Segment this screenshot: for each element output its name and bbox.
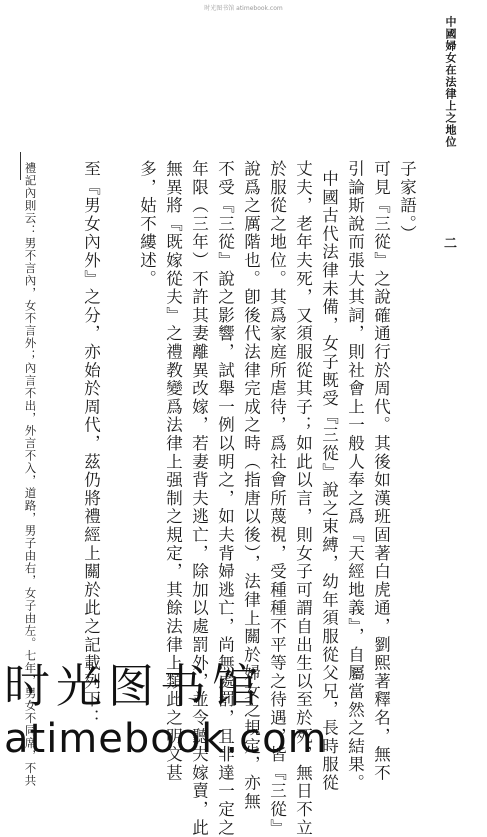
body-column-7: 說爲之厲階也。卽後代法律完成之時（指唐以後），法律上關於婦女之規定，亦無 xyxy=(241,160,261,811)
site-header-url: 时光图书馆 atimebook.com xyxy=(204,5,283,12)
body-column-10: 無異將『既嫁從夫』之禮教變爲法律上强制之規定，其餘法律上類此之明文甚 xyxy=(163,160,183,783)
column-rule xyxy=(20,152,21,180)
body-column-1: 子家語。） xyxy=(397,160,417,244)
body-column-8: 不受『三從』說之影響，試舉一例以明之，如夫背婦逃亡，尚無處罰，且非達一定之 xyxy=(215,160,235,837)
running-head: 中國婦女在法律上之地位 xyxy=(444,16,457,148)
body-column-5: 丈夫，老年夫死，又須服從其子；如此以言，則女子可謂自出生以至於死，無日不立 xyxy=(293,160,313,837)
body-column-9: 年限（三年）不許其妻離異改嫁，若妻背夫逃亡，除加以處罰外，並令聽夫嫁賣，此 xyxy=(189,160,209,837)
body-column-6: 於服從之地位。其爲家庭所虐待，爲社會所蔑視，受種種不平等之待遇，皆『三從』 xyxy=(267,160,287,837)
page-number: 二 xyxy=(441,236,456,249)
body-column-3: 引論斯說而張大其詞，則社會上一般人奉之爲『天經地義』，自屬當然之結果。 xyxy=(345,160,365,793)
body-column-4: 中國古代法律未備，女子既受『三從』說之束縛，幼年須服從父兄，長時服從 xyxy=(319,170,339,793)
watermark-url: atimebook.com xyxy=(4,716,328,762)
body-column-12: 至『男女內外』之分，亦始於周代，茲仍將禮經上關於此之記載列下： xyxy=(81,160,101,728)
body-column-2: 可見『三從』之說確通行於周代。其後如漢班固著白虎通，劉熙著釋名，無不 xyxy=(371,160,391,783)
watermark-chinese: 时光图书馆 xyxy=(4,659,264,713)
quotation-note-column: 禮記內則云：男不言內，女不言外；內言不出，外言不入，道路，男子由右，女子由左。七年，男女不同席，不共 xyxy=(23,162,38,787)
body-column-11: 多，姑不縷述。 xyxy=(137,160,157,289)
